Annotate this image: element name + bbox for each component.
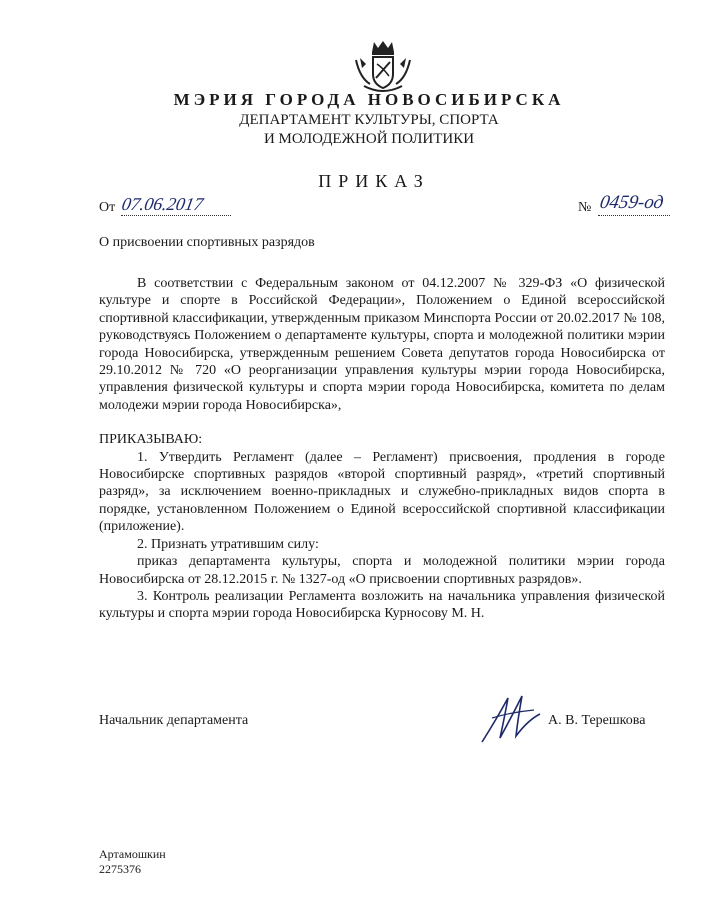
organization-title: МЭРИЯ ГОРОДА НОВОСИБИРСКА <box>173 90 565 109</box>
number-underline <box>598 215 670 216</box>
order-word: ПРИКАЗЫВАЮ: <box>99 432 203 448</box>
subject-line: О присвоении спортивных разрядов <box>99 235 315 250</box>
date-label: От <box>99 200 116 215</box>
order-item-2-detail: приказ департамента культуры, спорта и молодежной политики мэрии города Новосибирска от 28.12.2015 г. № 1327-од «О присвоении спортивных разрядов». <box>99 554 665 587</box>
preamble-paragraph: В соответствии с Федеральным законом от 04.12.2007 № 329-ФЗ «О физической культуре и спорте в Российской Федерации», Положением о Единой всероссийской спортивной классификации, утвержденным приказом Минспорта России от 20.02.2017 № 108, руководствуясь Положением о департаменте культуры, спорта и молодежной политики мэрии города Новосибирска, утвержденным решением Совета депутатов города Новосибирска от 29.10.2012 № 720 «О реорганизации управления культуры мэрии города Новосибирска, управления физической культуры и спорта мэрии города Новосибирска, комитета по делам молодежи мэрии города Новосибирска», <box>99 276 665 413</box>
document-body <box>99 275 665 623</box>
department-line-2: И МОЛОДЕЖНОЙ ПОЛИТИКИ <box>263 131 475 147</box>
footer-phone: 2275376 <box>99 862 141 876</box>
date-underline <box>121 215 231 216</box>
date-value: 07.06.2017 <box>120 194 205 214</box>
footer-author: Артамошкин <box>99 847 166 861</box>
number-value: 0459-од <box>598 192 666 213</box>
city-coat-of-arms-icon <box>352 38 414 96</box>
signatory-title: Начальник департамента <box>99 713 249 728</box>
footer-author-block <box>99 847 166 877</box>
document-type-title: ПРИКАЗ <box>318 171 430 191</box>
department-line-1: ДЕПАРТАМЕНТ КУЛЬТУРЫ, СПОРТА <box>239 112 499 128</box>
number-label: № <box>578 200 592 215</box>
order-item-1: 1. Утвердить Регламент (далее – Регламент) присвоения, продления в городе Новосибирске спортивных разрядов «второй спортивный разряд», «третий спортивный разряд», за исключением военно-прикладных и служебно-прикладных видов спорта в порядке, установленном Положением о Единой всероссийской спортивной классификации (приложение). <box>99 449 665 535</box>
order-item-2: 2. Признать утратившим силу: <box>137 536 319 552</box>
order-item-3: 3. Контроль реализации Регламента возложить на начальника управления физической культуры и спорта мэрии города Новосибирска Курносову М. Н. <box>99 588 665 622</box>
handwritten-signature <box>478 690 548 748</box>
signatory-name: А. В. Терешкова <box>548 713 646 728</box>
